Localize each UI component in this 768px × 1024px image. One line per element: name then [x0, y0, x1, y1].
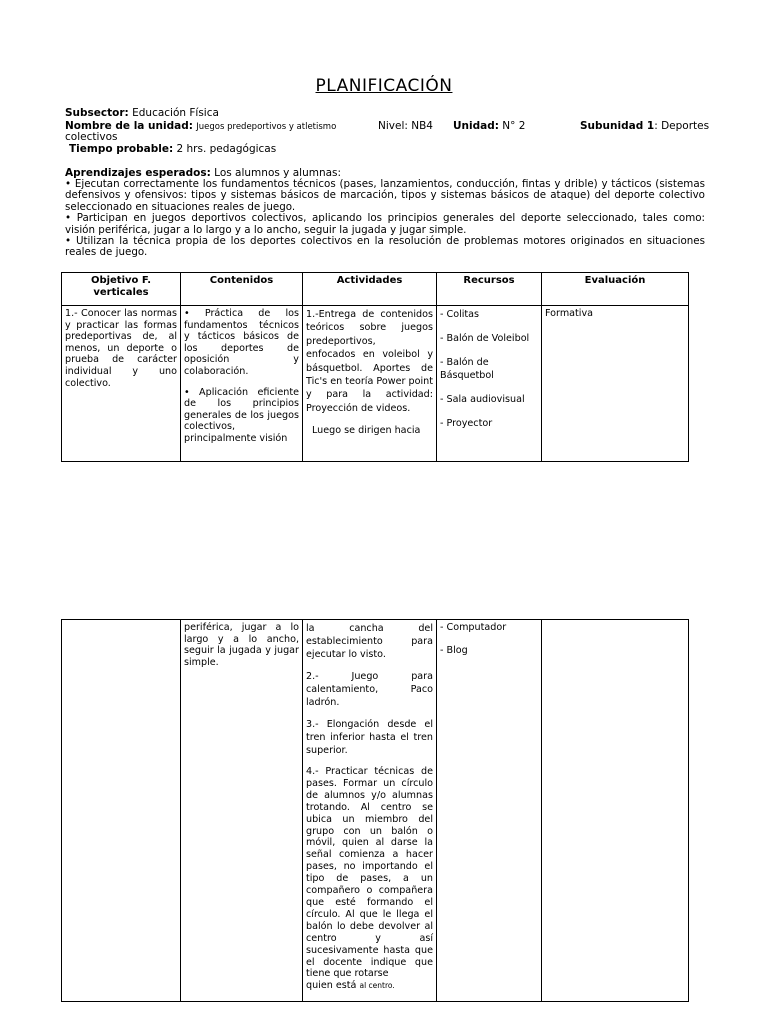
aprendizajes-list: [65, 179, 705, 259]
planning-table-page-1: [61, 272, 689, 462]
recurso-item: - Blog: [440, 644, 468, 656]
unidad-name-label: Nombre de la unidad:: [65, 120, 193, 132]
actividad-text: 2.- Juego para calentamiento, Paco ladrón.: [306, 671, 433, 708]
contenido-item: • Aplicación eficiente de los principios generales de los juegos colectivos, principalmente visión: [184, 386, 299, 444]
actividad-text: la cancha del establecimiento para ejecutar lo visto.: [306, 623, 433, 660]
actividades-cell: [303, 620, 437, 1002]
subsector-value: Educación Física: [132, 107, 219, 119]
page-title: PLANIFICACIÓN: [315, 76, 453, 96]
actividad-text-end: [306, 980, 433, 992]
actividad-text: al centro.: [359, 981, 395, 991]
actividad-text: Luego se dirigen hacia: [312, 425, 421, 437]
header-actividades: Actividades: [303, 273, 437, 306]
aprendizajes-intro: Los alumnos y alumnas:: [214, 167, 342, 179]
actividad-text: enfocados en voleibol y básquetbol. Aportes de Tic's en teoría Power point y para la actividad: Proyección de videos.: [306, 349, 433, 414]
unidad-field: [453, 120, 525, 132]
aprendizaje-item: • Participan en juegos deportivos colectivos, aplicando los principios generales del deporte seleccionado, tales como: visión periférica, jugar a lo largo y a lo ancho, seguir la jugada y jugar simple.: [65, 212, 705, 236]
recursos-cell: [437, 306, 542, 462]
nivel-label: Nivel:: [378, 120, 408, 132]
table-row: [62, 620, 689, 1002]
objetivo-cell: [62, 620, 181, 1002]
table-header-row: [62, 273, 689, 306]
aprendizaje-item: • Utilizan la técnica propia de los deportes colectivos en la resolución de problemas motores originados en situaciones reales de juego.: [65, 235, 705, 259]
unidad-value: N° 2: [502, 120, 526, 132]
recurso-item: - Computador: [440, 622, 507, 633]
evaluacion-cell: Formativa: [542, 306, 689, 462]
actividad-text: quien está: [306, 980, 357, 992]
aprendizaje-item: • Ejecutan correctamente los fundamentos técnicos (pases, lanzamientos, conducción, fintas y drible) y tácticos (sistemas defensivos y ofensivos: tipos y sistemas básicos de marcación, tipos y sistemas básicos de ataque) del deporte colectivo seleccionado en situaciones reales de juego.: [65, 178, 705, 213]
subunidad-continuation: colectivos: [65, 131, 118, 143]
table-row: [62, 306, 689, 462]
subsector-label: Subsector:: [65, 107, 129, 119]
recursos-cell: [437, 620, 542, 1002]
header-objetivo: Objetivo F. verticales: [62, 273, 181, 306]
contenido-item: • Práctica de los fundamentos técnicos y tácticos básicos de los deportes de oposición y colaboración.: [184, 308, 299, 377]
header-contenidos: Contenidos: [181, 273, 303, 306]
tiempo-value: 2 hrs. pedagógicas: [176, 143, 277, 155]
contenidos-cell: [181, 306, 303, 462]
subsector-line: [65, 107, 219, 119]
header-evaluacion: Evaluación: [542, 273, 689, 306]
subunidad-label: Subunidad 1: [580, 120, 655, 132]
recurso-item: - Colitas: [440, 309, 480, 320]
aprendizajes-label: Aprendizajes esperados:: [65, 167, 211, 179]
subunidad-value: : Deportes: [654, 120, 710, 132]
header-recursos: Recursos: [437, 273, 542, 306]
objetivo-cell: 1.- Conocer las normas y practicar las formas predeportivas de, al menos, un deporte o prueba de carácter individual y uno colectivo.: [62, 306, 181, 462]
recurso-item: - Balón de Voleibol: [440, 333, 530, 344]
recurso-item: - Balón de Básquetbol: [440, 357, 494, 381]
recurso-item: - Sala audiovisual: [440, 394, 525, 405]
contenidos-cell: periférica, jugar a lo largo y a lo ancho, seguir la jugada y jugar simple.: [181, 620, 303, 1002]
recurso-item: - Proyector: [440, 418, 493, 429]
actividades-cell: [303, 306, 437, 462]
tiempo-line: [69, 143, 276, 155]
actividad-text: 1.-Entrega de contenidos teóricos sobre juegos predeportivos,: [306, 309, 433, 347]
subunidad-field: [580, 120, 709, 132]
actividad-text: 3.- Elongación desde el tren inferior hasta el tren superior.: [306, 719, 433, 756]
actividad-text: 4.- Practicar técnicas de pases. Formar un círculo de alumnos y/o alumnas trotando. Al centro se ubica un miembro del grupo con un balón o móvil, quien al darse la señal comienza a hacer pases, no importando el tipo de pases, a un compañero o compañera que esté formando el círculo. Al que le llega el balón lo debe devolver al centro y así sucesivamente hasta que el docente indique que tiene que rotarse: [306, 766, 433, 980]
nivel-value: NB4: [411, 120, 433, 132]
tiempo-label: Tiempo probable:: [69, 143, 174, 155]
unidad-name-value: Juegos predeportivos y atletismo: [196, 122, 337, 132]
evaluacion-cell: [542, 620, 689, 1002]
unidad-label: Unidad:: [453, 120, 499, 132]
nivel-field: [378, 120, 433, 132]
planning-table-page-2: [61, 619, 689, 1002]
